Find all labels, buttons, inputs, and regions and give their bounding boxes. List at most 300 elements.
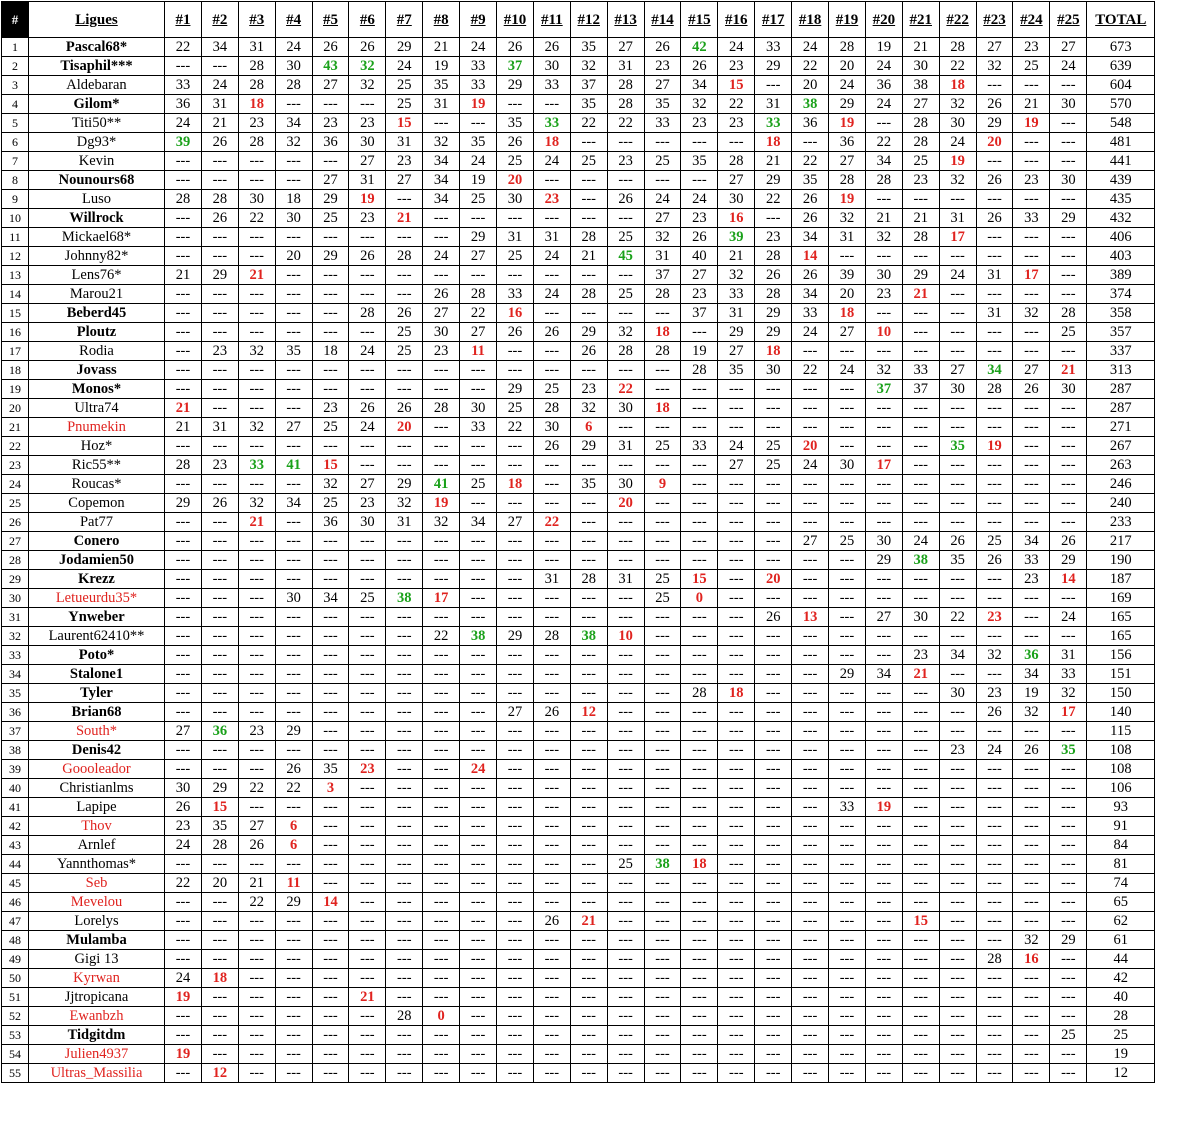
score-cell-round-14: 31 (644, 247, 681, 266)
score-cell-round-6: --- (349, 741, 386, 760)
score-cell-round-9: --- (460, 1026, 497, 1045)
score-cell-round-12: 29 (570, 323, 607, 342)
score-cell-round-10: --- (497, 969, 534, 988)
score-cell-round-11: 30 (533, 418, 570, 437)
score-cell-round-25: --- (1050, 950, 1087, 969)
score-cell-round-22: --- (939, 342, 976, 361)
score-cell-round-11: 26 (533, 703, 570, 722)
score-cell-round-24: --- (1013, 627, 1050, 646)
score-cell-round-7: 25 (386, 76, 423, 95)
player-name-cell: Arnlef (29, 836, 165, 855)
player-name-cell: South* (29, 722, 165, 741)
score-cell-round-1: 22 (165, 874, 202, 893)
score-cell-round-20: --- (865, 494, 902, 513)
score-cell-round-7: --- (386, 608, 423, 627)
score-cell-round-17: --- (755, 931, 792, 950)
score-cell-round-3: 32 (238, 494, 275, 513)
score-cell-round-10: 27 (497, 513, 534, 532)
score-cell-round-21: 21 (902, 38, 939, 57)
score-cell-round-3: 26 (238, 836, 275, 855)
score-cell-round-24: --- (1013, 1007, 1050, 1026)
score-cell-round-12: --- (570, 532, 607, 551)
score-cell-round-10: --- (497, 646, 534, 665)
table-row (2, 38, 1155, 57)
score-cell-round-9: --- (460, 779, 497, 798)
score-cell-round-13: 30 (607, 399, 644, 418)
score-cell-round-2: --- (201, 437, 238, 456)
score-cell-round-3: 31 (238, 38, 275, 57)
score-cell-round-22: 18 (939, 76, 976, 95)
player-name-cell: Jovass (29, 361, 165, 380)
score-cell-round-24: --- (1013, 247, 1050, 266)
score-cell-round-14: --- (644, 494, 681, 513)
header-round-7: #7 (386, 2, 423, 38)
score-cell-round-15: --- (681, 1064, 718, 1083)
score-cell-round-25: --- (1050, 399, 1087, 418)
score-cell-round-12: --- (570, 855, 607, 874)
score-cell-round-10: 25 (497, 152, 534, 171)
score-cell-round-22: 35 (939, 437, 976, 456)
score-cell-round-8: --- (423, 817, 460, 836)
score-cell-round-10: 37 (497, 57, 534, 76)
score-cell-round-20: --- (865, 437, 902, 456)
score-cell-round-22: --- (939, 494, 976, 513)
score-cell-round-13: --- (607, 950, 644, 969)
score-cell-round-7: --- (386, 361, 423, 380)
score-cell-round-17: --- (755, 399, 792, 418)
score-cell-round-8: 34 (423, 190, 460, 209)
score-cell-round-8: 34 (423, 152, 460, 171)
score-cell-round-21: 33 (902, 361, 939, 380)
score-cell-round-14: --- (644, 760, 681, 779)
score-cell-round-8: --- (423, 893, 460, 912)
score-cell-round-2: --- (201, 646, 238, 665)
score-cell-round-11: 31 (533, 570, 570, 589)
score-cell-round-2: --- (201, 950, 238, 969)
score-cell-round-19: --- (829, 627, 866, 646)
score-cell-round-9: --- (460, 798, 497, 817)
score-cell-round-15: --- (681, 798, 718, 817)
score-cell-round-13: 28 (607, 95, 644, 114)
score-cell-round-9: 35 (460, 133, 497, 152)
score-cell-round-18: --- (792, 836, 829, 855)
score-cell-round-25: 32 (1050, 684, 1087, 703)
score-cell-round-23: --- (976, 931, 1013, 950)
score-cell-round-13: 25 (607, 855, 644, 874)
score-cell-round-14: --- (644, 456, 681, 475)
score-cell-round-13: 10 (607, 627, 644, 646)
score-cell-round-6: --- (349, 95, 386, 114)
score-cell-round-10: --- (497, 684, 534, 703)
score-cell-round-3: --- (238, 741, 275, 760)
score-cell-round-18: 14 (792, 247, 829, 266)
score-cell-round-22: --- (939, 247, 976, 266)
score-cell-round-22: 23 (939, 741, 976, 760)
rank-cell: 36 (2, 703, 29, 722)
score-cell-round-19: --- (829, 570, 866, 589)
score-cell-round-21: --- (902, 836, 939, 855)
score-cell-round-25: --- (1050, 912, 1087, 931)
score-cell-round-12: 28 (570, 285, 607, 304)
score-cell-round-23: --- (976, 893, 1013, 912)
score-cell-round-22: --- (939, 1007, 976, 1026)
score-cell-round-18: --- (792, 475, 829, 494)
score-cell-round-13: --- (607, 969, 644, 988)
score-cell-round-17: 25 (755, 437, 792, 456)
score-cell-round-2: --- (201, 304, 238, 323)
score-cell-round-2: 26 (201, 494, 238, 513)
score-cell-round-12: --- (570, 817, 607, 836)
score-cell-round-20: --- (865, 893, 902, 912)
total-cell: 151 (1087, 665, 1155, 684)
score-cell-round-2: --- (201, 285, 238, 304)
score-cell-round-14: --- (644, 684, 681, 703)
score-cell-round-5: --- (312, 437, 349, 456)
score-cell-round-6: --- (349, 551, 386, 570)
score-cell-round-25: 27 (1050, 38, 1087, 57)
score-cell-round-11: --- (533, 551, 570, 570)
score-cell-round-8: 30 (423, 323, 460, 342)
score-cell-round-12: 28 (570, 228, 607, 247)
score-cell-round-13: 30 (607, 475, 644, 494)
score-cell-round-5: 18 (312, 342, 349, 361)
score-cell-round-12: 22 (570, 114, 607, 133)
score-cell-round-1: --- (165, 285, 202, 304)
score-cell-round-15: 24 (681, 190, 718, 209)
score-cell-round-18: --- (792, 627, 829, 646)
score-cell-round-17: --- (755, 969, 792, 988)
score-cell-round-16: --- (718, 931, 755, 950)
score-cell-round-15: --- (681, 760, 718, 779)
score-cell-round-25: --- (1050, 76, 1087, 95)
score-cell-round-10: --- (497, 950, 534, 969)
score-cell-round-7: 28 (386, 1007, 423, 1026)
score-cell-round-20: 24 (865, 57, 902, 76)
score-cell-round-1: 19 (165, 1045, 202, 1064)
score-cell-round-15: --- (681, 665, 718, 684)
score-cell-round-9: --- (460, 931, 497, 950)
score-cell-round-17: --- (755, 760, 792, 779)
score-cell-round-7: --- (386, 228, 423, 247)
score-cell-round-4: 20 (275, 247, 312, 266)
score-cell-round-25: --- (1050, 817, 1087, 836)
score-cell-round-8: --- (423, 646, 460, 665)
score-cell-round-2: --- (201, 627, 238, 646)
score-cell-round-17: 29 (755, 323, 792, 342)
score-cell-round-10: --- (497, 1064, 534, 1083)
score-cell-round-4: --- (275, 646, 312, 665)
score-cell-round-20: 23 (865, 285, 902, 304)
score-cell-round-21: --- (902, 855, 939, 874)
table-row (2, 513, 1155, 532)
score-cell-round-5: --- (312, 950, 349, 969)
score-cell-round-3: 33 (238, 456, 275, 475)
score-cell-round-11: 24 (533, 247, 570, 266)
score-cell-round-5: --- (312, 969, 349, 988)
total-cell: 217 (1087, 532, 1155, 551)
score-cell-round-6: --- (349, 684, 386, 703)
score-cell-round-20: --- (865, 399, 902, 418)
score-cell-round-18: --- (792, 741, 829, 760)
score-cell-round-1: 33 (165, 76, 202, 95)
score-cell-round-19: 18 (829, 304, 866, 323)
score-cell-round-12: --- (570, 304, 607, 323)
score-cell-round-23: --- (976, 190, 1013, 209)
score-cell-round-21: --- (902, 798, 939, 817)
score-cell-round-14: --- (644, 950, 681, 969)
score-cell-round-12: --- (570, 741, 607, 760)
player-name-cell: Lorelys (29, 912, 165, 931)
score-cell-round-11: --- (533, 893, 570, 912)
score-cell-round-1: --- (165, 893, 202, 912)
score-cell-round-21: --- (902, 1026, 939, 1045)
score-cell-round-12: --- (570, 798, 607, 817)
score-cell-round-20: --- (865, 855, 902, 874)
player-name-cell: Laurent62410** (29, 627, 165, 646)
score-cell-round-7: --- (386, 665, 423, 684)
score-cell-round-21: --- (902, 399, 939, 418)
header-round-2: #2 (201, 2, 238, 38)
score-cell-round-13: --- (607, 551, 644, 570)
score-cell-round-23: 29 (976, 114, 1013, 133)
score-cell-round-19: 29 (829, 95, 866, 114)
score-cell-round-12: --- (570, 1045, 607, 1064)
score-cell-round-10: --- (497, 760, 534, 779)
score-cell-round-25: --- (1050, 874, 1087, 893)
score-cell-round-4: --- (275, 152, 312, 171)
score-cell-round-16: --- (718, 513, 755, 532)
score-cell-round-11: 30 (533, 57, 570, 76)
table-row (2, 247, 1155, 266)
score-cell-round-11: 18 (533, 133, 570, 152)
score-cell-round-8: --- (423, 209, 460, 228)
score-cell-round-1: 39 (165, 133, 202, 152)
score-cell-round-1: --- (165, 855, 202, 874)
score-cell-round-11: --- (533, 589, 570, 608)
player-name-cell: Beberd45 (29, 304, 165, 323)
score-cell-round-18: --- (792, 950, 829, 969)
score-cell-round-4: 41 (275, 456, 312, 475)
score-cell-round-6: 27 (349, 475, 386, 494)
score-cell-round-10: --- (497, 874, 534, 893)
score-cell-round-25: --- (1050, 475, 1087, 494)
score-cell-round-22: --- (939, 855, 976, 874)
score-cell-round-18: --- (792, 418, 829, 437)
rank-cell: 51 (2, 988, 29, 1007)
score-cell-round-24: --- (1013, 152, 1050, 171)
score-cell-round-25: --- (1050, 988, 1087, 1007)
score-cell-round-17: --- (755, 475, 792, 494)
score-cell-round-14: --- (644, 361, 681, 380)
score-cell-round-16: --- (718, 1045, 755, 1064)
score-cell-round-22: 19 (939, 152, 976, 171)
score-cell-round-7: --- (386, 684, 423, 703)
score-cell-round-24: --- (1013, 190, 1050, 209)
player-name-cell: Nounours68 (29, 171, 165, 190)
score-cell-round-7: --- (386, 893, 423, 912)
header-round-17: #17 (755, 2, 792, 38)
score-cell-round-2: --- (201, 912, 238, 931)
score-cell-round-11: --- (533, 760, 570, 779)
score-cell-round-22: 26 (939, 532, 976, 551)
score-cell-round-7: 25 (386, 95, 423, 114)
score-cell-round-12: --- (570, 684, 607, 703)
score-cell-round-24: --- (1013, 456, 1050, 475)
score-cell-round-21: 21 (902, 665, 939, 684)
score-cell-round-12: --- (570, 361, 607, 380)
score-cell-round-10: --- (497, 893, 534, 912)
total-cell: 74 (1087, 874, 1155, 893)
score-cell-round-19: --- (829, 1064, 866, 1083)
score-cell-round-1: --- (165, 760, 202, 779)
score-cell-round-17: --- (755, 893, 792, 912)
total-cell: 374 (1087, 285, 1155, 304)
score-cell-round-15: --- (681, 950, 718, 969)
score-cell-round-16: 29 (718, 323, 755, 342)
score-cell-round-20: 24 (865, 95, 902, 114)
score-cell-round-1: --- (165, 57, 202, 76)
score-cell-round-11: --- (533, 494, 570, 513)
header-round-15: #15 (681, 2, 718, 38)
score-cell-round-12: 23 (570, 380, 607, 399)
score-cell-round-10: 26 (497, 133, 534, 152)
score-cell-round-8: --- (423, 950, 460, 969)
score-cell-round-15: --- (681, 893, 718, 912)
score-cell-round-24: 23 (1013, 171, 1050, 190)
score-cell-round-21: --- (902, 304, 939, 323)
score-cell-round-10: --- (497, 589, 534, 608)
score-cell-round-12: 32 (570, 57, 607, 76)
score-cell-round-1: --- (165, 703, 202, 722)
score-cell-round-7: 38 (386, 589, 423, 608)
score-cell-round-22: --- (939, 513, 976, 532)
score-cell-round-21: --- (902, 741, 939, 760)
score-cell-round-17: 33 (755, 38, 792, 57)
score-cell-round-15: 26 (681, 228, 718, 247)
score-cell-round-15: --- (681, 513, 718, 532)
table-row (2, 342, 1155, 361)
score-cell-round-24: --- (1013, 323, 1050, 342)
score-cell-round-2: 31 (201, 95, 238, 114)
score-cell-round-6: 19 (349, 190, 386, 209)
score-cell-round-10: --- (497, 741, 534, 760)
score-cell-round-16: --- (718, 494, 755, 513)
score-cell-round-24: --- (1013, 969, 1050, 988)
score-cell-round-17: --- (755, 779, 792, 798)
score-cell-round-7: --- (386, 646, 423, 665)
score-cell-round-13: --- (607, 589, 644, 608)
score-cell-round-1: --- (165, 608, 202, 627)
score-cell-round-19: --- (829, 380, 866, 399)
score-cell-round-13: --- (607, 361, 644, 380)
score-cell-round-5: 27 (312, 76, 349, 95)
score-cell-round-19: --- (829, 418, 866, 437)
score-cell-round-10: --- (497, 361, 534, 380)
score-cell-round-6: 23 (349, 760, 386, 779)
score-cell-round-25: --- (1050, 1064, 1087, 1083)
score-cell-round-16: --- (718, 570, 755, 589)
header-round-6: #6 (349, 2, 386, 38)
score-cell-round-1: --- (165, 361, 202, 380)
score-cell-round-17: --- (755, 703, 792, 722)
score-cell-round-24: 16 (1013, 950, 1050, 969)
score-cell-round-12: --- (570, 893, 607, 912)
total-cell: 432 (1087, 209, 1155, 228)
score-cell-round-11: --- (533, 304, 570, 323)
score-cell-round-24: 33 (1013, 551, 1050, 570)
score-cell-round-22: --- (939, 285, 976, 304)
score-cell-round-7: 31 (386, 133, 423, 152)
score-cell-round-3: --- (238, 703, 275, 722)
score-cell-round-9: --- (460, 361, 497, 380)
score-cell-round-8: --- (423, 741, 460, 760)
score-cell-round-14: --- (644, 304, 681, 323)
score-cell-round-5: --- (312, 1007, 349, 1026)
score-cell-round-11: --- (533, 342, 570, 361)
score-cell-round-1: --- (165, 931, 202, 950)
score-cell-round-17: --- (755, 1045, 792, 1064)
score-cell-round-9: --- (460, 209, 497, 228)
score-cell-round-14: --- (644, 380, 681, 399)
score-cell-round-20: --- (865, 342, 902, 361)
score-cell-round-16: --- (718, 608, 755, 627)
score-cell-round-25: --- (1050, 285, 1087, 304)
score-cell-round-12: 35 (570, 475, 607, 494)
score-cell-round-9: --- (460, 684, 497, 703)
score-cell-round-5: --- (312, 817, 349, 836)
score-cell-round-6: --- (349, 969, 386, 988)
score-cell-round-8: --- (423, 608, 460, 627)
rank-cell: 42 (2, 817, 29, 836)
score-cell-round-11: --- (533, 969, 570, 988)
score-cell-round-6: --- (349, 798, 386, 817)
score-cell-round-21: --- (902, 589, 939, 608)
score-cell-round-23: 26 (976, 551, 1013, 570)
score-cell-round-8: --- (423, 760, 460, 779)
score-cell-round-20: 19 (865, 798, 902, 817)
score-cell-round-1: 21 (165, 266, 202, 285)
score-cell-round-25: --- (1050, 589, 1087, 608)
score-cell-round-17: --- (755, 684, 792, 703)
score-cell-round-7: --- (386, 722, 423, 741)
score-cell-round-8: 23 (423, 342, 460, 361)
score-cell-round-5: --- (312, 722, 349, 741)
score-cell-round-8: --- (423, 684, 460, 703)
player-name-cell: Jjtropicana (29, 988, 165, 1007)
total-cell: 548 (1087, 114, 1155, 133)
score-cell-round-11: 28 (533, 627, 570, 646)
score-cell-round-13: 20 (607, 494, 644, 513)
score-cell-round-5: --- (312, 836, 349, 855)
rank-cell: 6 (2, 133, 29, 152)
score-cell-round-15: 26 (681, 57, 718, 76)
score-cell-round-18: --- (792, 760, 829, 779)
score-cell-round-8: --- (423, 1045, 460, 1064)
score-cell-round-23: 31 (976, 266, 1013, 285)
score-cell-round-23: --- (976, 760, 1013, 779)
score-cell-round-17: 20 (755, 570, 792, 589)
score-cell-round-3: 22 (238, 893, 275, 912)
score-cell-round-6: 24 (349, 342, 386, 361)
score-cell-round-15: --- (681, 399, 718, 418)
score-cell-round-9: 24 (460, 38, 497, 57)
score-cell-round-18: --- (792, 1026, 829, 1045)
score-cell-round-22: --- (939, 798, 976, 817)
header-round-24: #24 (1013, 2, 1050, 38)
score-cell-round-1: --- (165, 589, 202, 608)
score-cell-round-22: 28 (939, 38, 976, 57)
score-cell-round-23: --- (976, 1045, 1013, 1064)
